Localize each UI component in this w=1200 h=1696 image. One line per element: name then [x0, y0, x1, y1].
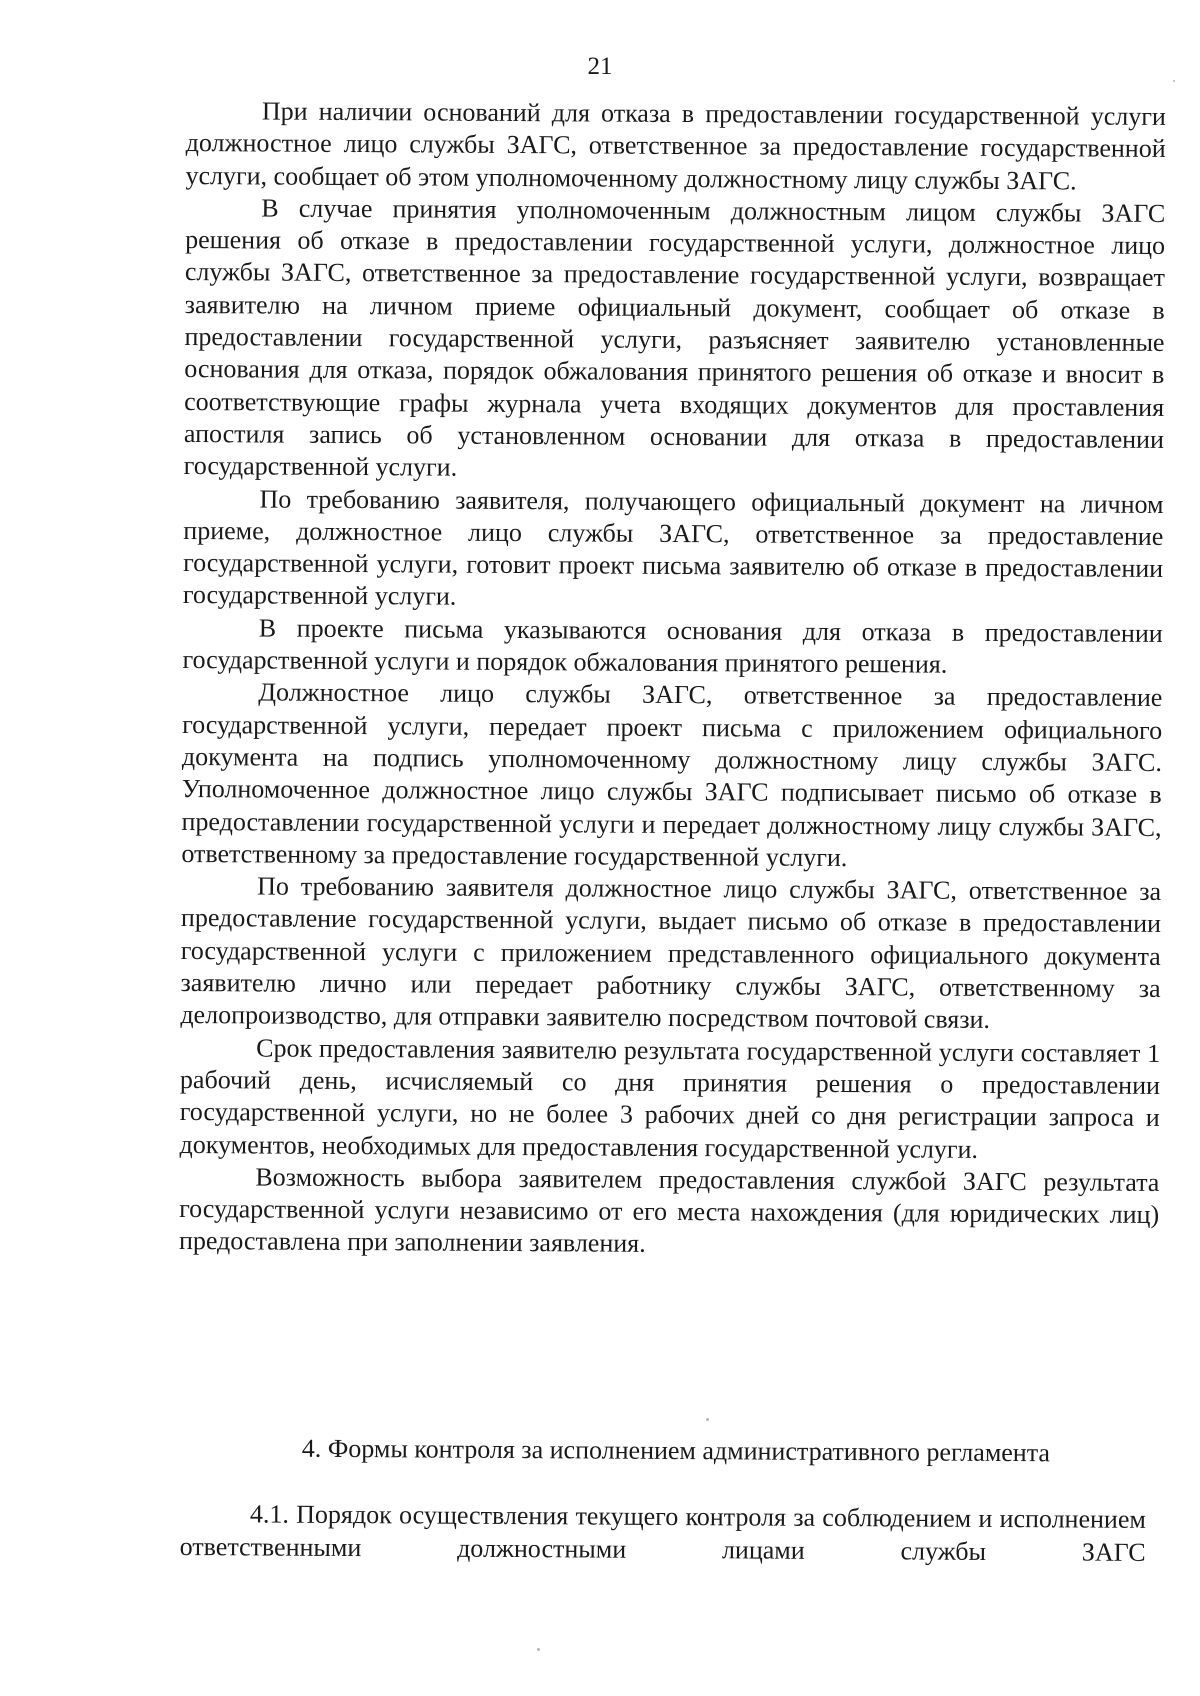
page-number: 21	[587, 53, 613, 80]
paragraph: Срок предоставления заявителю результата государственной услуги составляет 1 рабочий день, исчисляемый со дня принятия решения о предоставлении государственной услуги, но не более 3 рабочих дней со дня регистрации запроса и документов, необходимых для предоставления государственной услуги.	[179, 1033, 1161, 1164]
paragraph: В проекте письма указываются основания для отказа в предоставлении государственной услуги и порядок обжалования принятого решения.	[182, 613, 1163, 679]
paragraph: По требованию заявителя должностное лицо службы ЗАГС, ответственное за предоставление государственной услуги, выдает письмо об отказе в предоставлении государственной услуги с приложением представленного официального документа заявителю лично или передает работнику службы ЗАГС, ответственному за делопроизводство, для отправки заявителю посредством почтовой связи.	[180, 871, 1162, 1035]
paragraph: В случае принятия уполномоченным должностным лицом службы ЗАГС решения об отказе в предоставлении государственной услуги, должностное лицо службы ЗАГС, ответственное за предоставление государственной услуги, возвращает заявителю на личном приеме официальный документ, сообщает об отказе в предоставлении государственной услуги, разъясняет заявителю установленные основания для отказа, порядок обжалования принятого решения об отказе и вносит в соответствующие графы журнала учета входящих документов для проставления апостиля запись об установленном основании для отказа в предоставлении государственной услуги.	[183, 193, 1166, 482]
paragraph: Должностное лицо службы ЗАГС, ответственное за предоставление государственной услуги, передает проект письма с приложением официального документа на подпись уполномоченному должностному лицу службы ЗАГС. Уполномоченное должностное лицо службы ЗАГС подписывает письмо об отказе в предоставлении государственной услуги и передает должностному лицу службы ЗАГС, ответственному за предоставление государственной услуги.	[181, 677, 1163, 872]
document-body	[179, 95, 1166, 1264]
scan-speck	[706, 1418, 709, 1421]
scan-speck	[1173, 80, 1175, 82]
scan-speck	[537, 1648, 540, 1651]
section-heading: 4. Формы контроля за исполнением административного регламента	[301, 1433, 1051, 1468]
paragraph: По требованию заявителя, получающего официальный документ на личном приеме, должностное лицо службы ЗАГС, ответственное за предоставление государственной услуги, готовит проект письма заявителю об отказе в предоставлении государственной услуги.	[182, 484, 1164, 612]
paragraph: Возможность выбора заявителем предоставления службой ЗАГС результата государственной услуги независимо от его места нахождения (для юридических лиц) предоставлена при заполнении заявления.	[178, 1162, 1160, 1259]
subsection-paragraph: 4.1. Порядок осуществления текущего контроля за соблюдением и исполнением ответственными должностными лицами службы ЗАГС	[179, 1499, 1146, 1567]
paragraph: При наличии оснований для отказа в предоставлении государственной услуги должностное лицо службы ЗАГС, ответственное за предоставление государственной услуги, сообщает об этом уполномоченному должностному лицу службы ЗАГС.	[185, 96, 1166, 196]
